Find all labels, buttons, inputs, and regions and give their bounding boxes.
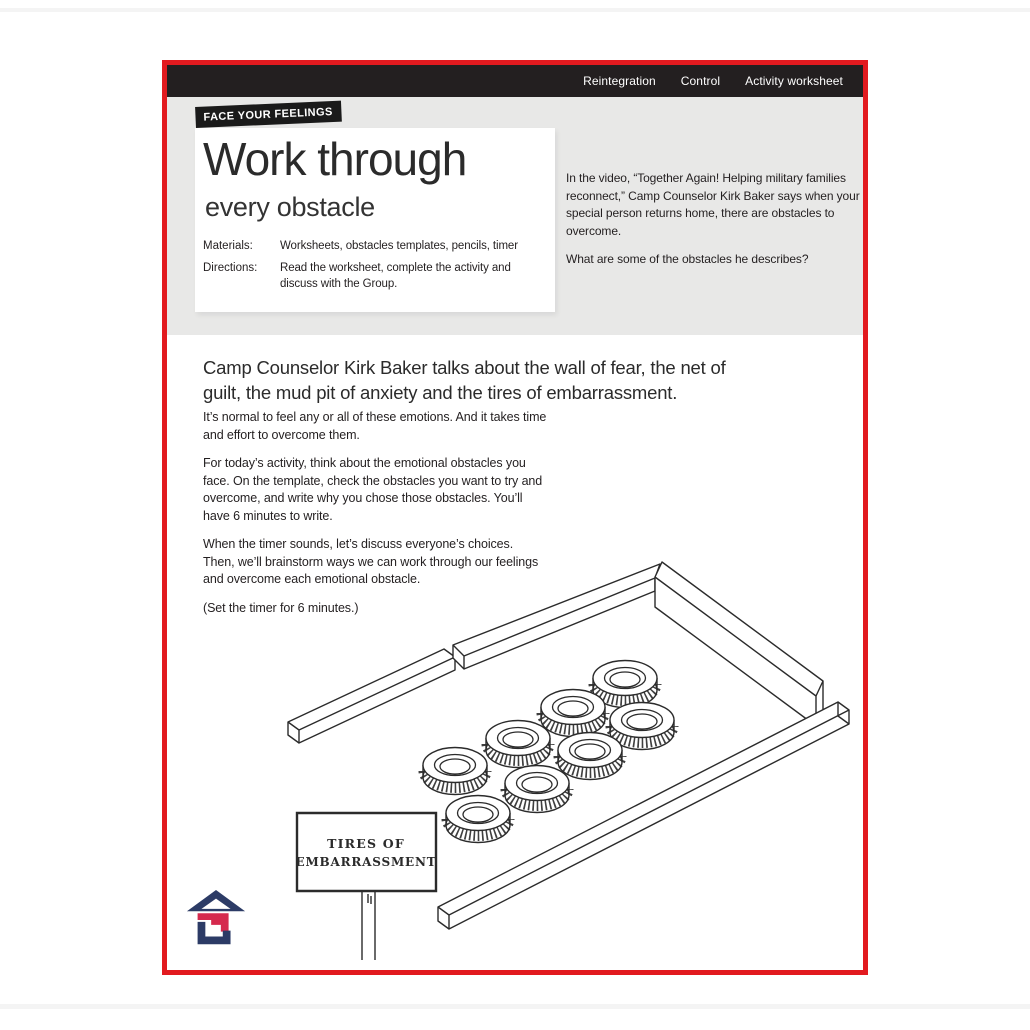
materials-label: Materials:	[203, 240, 253, 252]
paragraph-2: For today’s activity, think about the emotional obstacles you face. On the template, check the obstacles you want to try and overcome, and write why you chose those obstacles. You’ll have 6 minutes to write.	[203, 456, 543, 523]
house-logo-icon	[185, 888, 247, 950]
sign-line-2: EMBARRASSMENT	[295, 855, 437, 869]
paragraph-4: (Set the timer for 6 minutes.)	[203, 600, 359, 615]
meta-block	[203, 238, 543, 298]
page-title: Work through	[203, 133, 467, 185]
paragraph-1: It’s normal to feel any or all of these emotions. And it takes time and effort to overcome them.	[203, 410, 547, 442]
materials-row	[203, 238, 543, 254]
paragraph-3: When the timer sounds, let’s discuss everyone’s choices. Then, we’ll brainstorm ways we can work through our feelings and overcome each emotional obstacle.	[203, 537, 539, 586]
sign-post	[296, 813, 437, 960]
intro-paragraph-2: What are some of the obstacles he describes?	[566, 252, 809, 266]
nav-item-reintegration[interactable]: Reintegration	[583, 74, 656, 88]
page-subtitle: every obstacle	[205, 192, 375, 222]
scan-artifact-bottom	[0, 1004, 1030, 1009]
main-content	[167, 335, 863, 960]
obstacle-course-illustration	[272, 550, 868, 960]
directions-value: Read the worksheet, complete the activity and discuss with the Group.	[280, 262, 511, 290]
face-your-feelings-tag: FACE YOUR FEELINGS	[195, 101, 342, 128]
intro-paragraph-1: In the video, “Together Again! Helping military families reconnect,” Camp Counselor Kirk Baker says when your special person returns home, there are obstacles to overcome.	[566, 171, 860, 238]
directions-label: Directions:	[203, 262, 258, 274]
nav-item-control[interactable]: Control	[680, 74, 721, 88]
intro-text-block	[566, 170, 862, 280]
header-band	[167, 97, 863, 335]
title-card	[195, 128, 555, 312]
directions-row	[203, 260, 543, 292]
top-nav-bar	[167, 65, 863, 97]
activity-heading: Camp Counselor Kirk Baker talks about the wall of fear, the net of guilt, the mud pit of anxiety and the tires of embarrassment.	[203, 357, 726, 403]
worksheet-page	[162, 60, 868, 975]
nav-item-activity-worksheet[interactable]: Activity worksheet	[745, 74, 843, 88]
sign-line-1: TIRES OF	[327, 836, 405, 851]
logo-roof	[187, 890, 245, 911]
materials-value: Worksheets, obstacles templates, pencils, timer	[280, 240, 518, 252]
scan-artifact-top	[0, 8, 1030, 12]
